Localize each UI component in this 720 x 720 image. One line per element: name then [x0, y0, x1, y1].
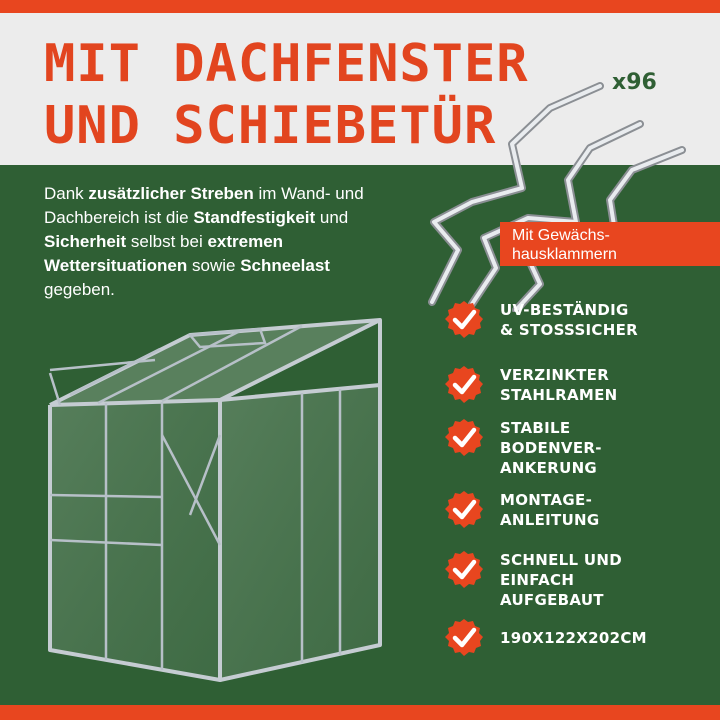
description-emphasis: Sicherheit	[44, 232, 127, 251]
description-run: sowie	[187, 256, 241, 275]
bottom-accent-strip	[0, 705, 720, 720]
feature-line: MONTAGE-	[500, 491, 593, 509]
feature-text	[500, 490, 600, 530]
title-line-2: UND SCHIEBETÜR	[44, 96, 497, 156]
feature-line: 190X122X202CM	[500, 629, 647, 647]
description-run: selbst bei	[126, 232, 208, 251]
description-run: und	[315, 208, 349, 227]
feature-line: STAHLRAMEN	[500, 386, 618, 404]
clip-count: x96	[612, 70, 657, 95]
feature-line: UV-BESTÄNDIG	[500, 301, 629, 319]
description-run: Dank	[44, 184, 89, 203]
clip-label-badge	[500, 222, 720, 266]
title-line-1: MIT DACHFENSTER	[44, 34, 529, 94]
greenhouse-illustration	[40, 315, 390, 705]
feature-item	[444, 418, 602, 478]
feature-item	[444, 550, 622, 610]
feature-line: BODENVER-	[500, 439, 602, 457]
feature-text	[500, 618, 647, 648]
top-accent-strip	[0, 0, 720, 13]
check-badge-icon	[444, 550, 484, 590]
feature-text	[500, 418, 602, 478]
greenhouse-clip-icon	[400, 72, 700, 312]
feature-item	[444, 300, 638, 340]
check-badge-icon	[444, 418, 484, 458]
check-badge-icon	[444, 300, 484, 340]
feature-item	[444, 365, 617, 405]
feature-line: STABILE	[500, 419, 571, 437]
description-emphasis: Schneelast	[240, 256, 330, 275]
check-badge-icon	[444, 490, 484, 530]
description-text	[44, 182, 404, 302]
feature-line: VERZINKTER	[500, 366, 610, 384]
feature-item	[444, 490, 600, 530]
feature-line: SCHNELL UND	[500, 551, 622, 569]
feature-text	[500, 300, 638, 340]
feature-line: & STOSSSICHER	[500, 321, 638, 339]
check-badge-icon	[444, 618, 484, 658]
feature-line: ANKERUNG	[500, 459, 598, 477]
description-emphasis: extremen Wettersituationen	[44, 232, 284, 275]
feature-line: EINFACH	[500, 571, 575, 589]
clip-label-line-1: Mit Gewächs-	[512, 227, 610, 244]
description-emphasis: Standfestigkeit	[193, 208, 316, 227]
feature-text	[500, 550, 622, 610]
description-run: gegeben.	[44, 280, 115, 299]
description-run: im Wand- und Dachbereich ist die	[44, 184, 364, 227]
feature-text	[500, 365, 617, 405]
feature-line: ANLEITUNG	[500, 511, 600, 529]
check-badge-icon	[444, 365, 484, 405]
clip-label-line-2: hausklammern	[512, 246, 617, 263]
description-emphasis: zusätzlicher Streben	[88, 184, 254, 203]
feature-line: AUFGEBAUT	[500, 591, 604, 609]
feature-item	[444, 618, 647, 658]
